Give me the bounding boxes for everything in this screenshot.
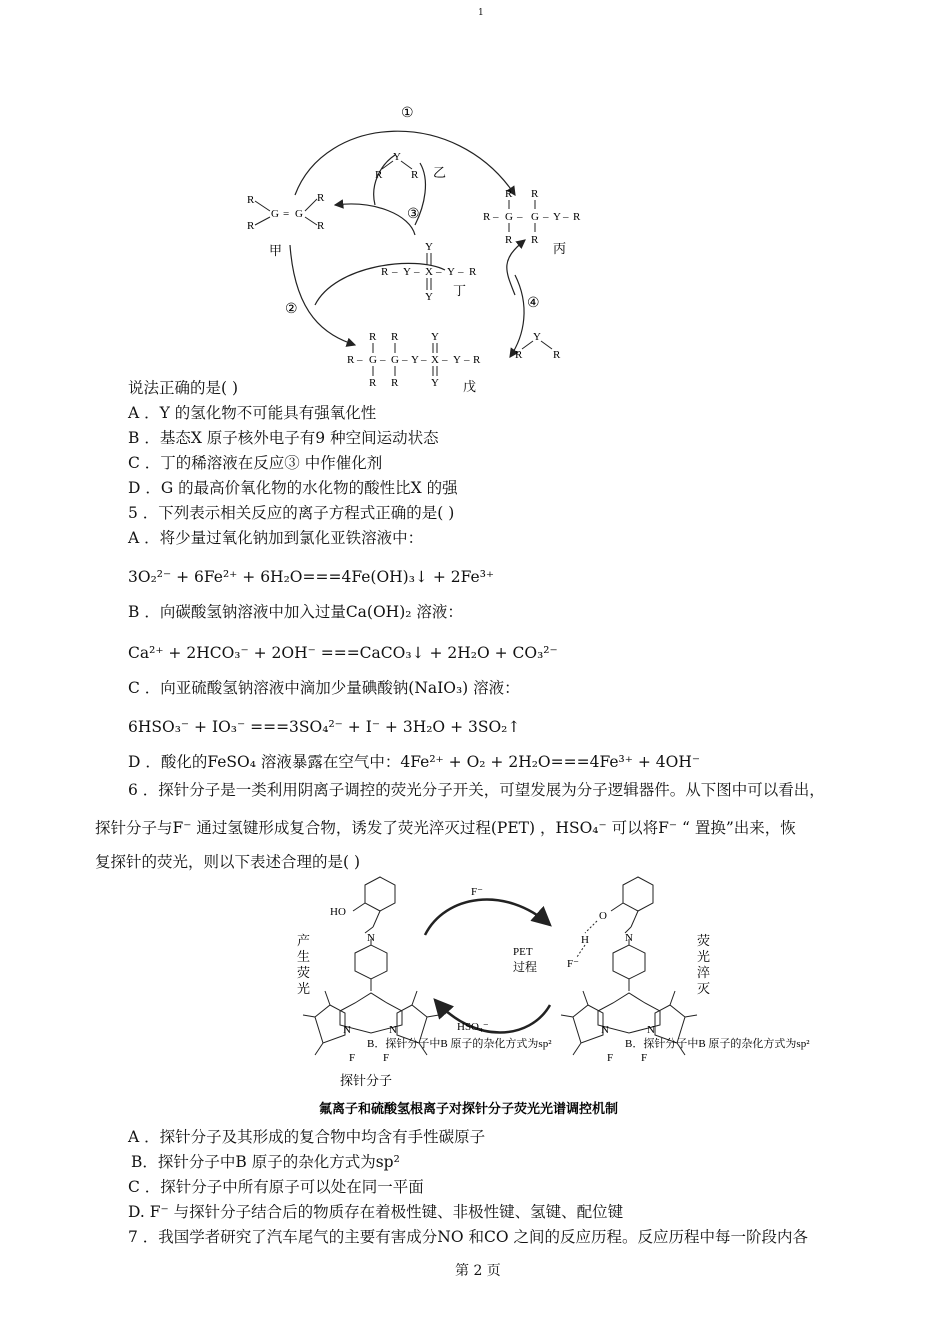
svg-text:–: – — [392, 266, 398, 278]
compound-jia — [247, 192, 325, 258]
compound-yi — [375, 151, 446, 181]
q5-option-b-equation: Ca²⁺ + 2HCO₃⁻ + 2OH⁻ ===CaCO₃↓ + 2H₂O + CO₃²⁻ — [128, 644, 558, 662]
q6-stem-line-2: 探针分子与F⁻ 通过氢键形成复合物，诱发了荧光淬灭过程(PET) ，HSO₄⁻ 可以将F⁻ “ 置换”出来，恢 — [95, 819, 796, 837]
svg-text:R: R — [317, 192, 325, 204]
q5-option-a-equation: 3O₂²⁻ + 6Fe²⁺ + 6H₂O===4Fe(OH)₃↓ + 2Fe³⁺ — [128, 568, 495, 586]
q7-stem-line-1: 7 ．我国学者研究了汽车尾气的主要有害成分NO 和CO 之间的反应历程。反应历程中每一阶段内各 — [128, 1228, 808, 1246]
arrow-top-label: F⁻ — [471, 886, 483, 898]
q4-option-d: D ．G 的最高价氧化物的水化物的酸性比X 的强 — [128, 479, 458, 497]
label-wu: 戊 — [463, 379, 477, 394]
svg-text:R: R — [505, 234, 513, 246]
b-label-left: B．探针分子中B 原子的杂化方式为sp² — [367, 1038, 552, 1050]
svg-text:G: G — [391, 354, 399, 366]
arrow-bottom-label: HSO₄⁻ — [457, 1021, 489, 1033]
svg-text:R: R — [531, 234, 539, 246]
b-label-right: B．探针分子中B 原子的杂化方式为sp² — [625, 1038, 810, 1050]
svg-text:G: G — [531, 211, 539, 223]
label-jia: 甲 — [269, 243, 283, 258]
step-1-label: ① — [401, 106, 414, 121]
n-label-left-ring1: N — [343, 1024, 351, 1036]
svg-text:Y: Y — [431, 377, 439, 389]
label-yi: 乙 — [433, 165, 447, 180]
svg-text:R: R — [505, 188, 513, 200]
figure-caption: 氟离子和硫酸氢根离子对探针分子荧光光谱调控机制 — [319, 1101, 619, 1116]
reaction-cycle-figure — [235, 95, 595, 400]
q6-option-d: D. F⁻ 与探针分子结合后的物质存在着极性键、非极性键、氢键、配位键 — [128, 1203, 624, 1221]
svg-text:Y: Y — [431, 331, 439, 343]
q5-option-c: C ．向亚硫酸氢钠溶液中滴加少量碘酸钠(NaIO₃) 溶液： — [128, 679, 520, 697]
q4-option-b: B ．基态X 原子核外电子有9 种空间运动状态 — [128, 429, 439, 447]
svg-text:–: – — [414, 266, 420, 278]
step-2-label: ② — [285, 302, 298, 317]
svg-text:Y: Y — [411, 354, 419, 366]
svg-text:–: – — [421, 354, 427, 366]
svg-text:R: R — [391, 331, 399, 343]
label-bing: 丙 — [553, 241, 567, 256]
compound-ding — [381, 241, 477, 303]
svg-text:R: R — [515, 349, 523, 361]
f-label-right-2: F — [641, 1052, 648, 1064]
f-minus-label-right: F⁻ — [567, 958, 579, 970]
n-label-left-ring2: N — [389, 1024, 397, 1036]
q6-stem-line-1: 6 ．探针分子是一类利用阴离子调控的荧光分子开关，可望发展为分子逻辑器件。从下图中可以看出， — [128, 781, 825, 799]
compound-bing — [483, 188, 581, 256]
svg-text:R: R — [483, 211, 491, 223]
svg-text:–: – — [436, 266, 442, 278]
svg-text:Y: Y — [453, 354, 461, 366]
probe-molecule-right — [561, 877, 697, 1055]
step-4-label: ④ — [527, 296, 540, 311]
svg-text:G: G — [271, 208, 279, 220]
svg-text:Y: Y — [553, 211, 561, 223]
probe-mechanism-figure — [285, 875, 810, 1120]
probe-label: 探针分子 — [340, 1073, 393, 1088]
left-side-label: 产生荧光 — [297, 933, 311, 996]
compound-wu — [347, 331, 481, 394]
svg-text:R: R — [473, 354, 481, 366]
svg-text:Y: Y — [533, 331, 541, 343]
q4-option-a: A ．Y 的氢化物不可能具有强氧化性 — [128, 404, 377, 422]
svg-text:–: – — [464, 354, 470, 366]
svg-text:R: R — [369, 331, 377, 343]
q6-stem-line-3: 复探针的荧光，则以下表述合理的是( ) — [95, 853, 361, 871]
svg-text:R: R — [247, 194, 255, 206]
svg-text:R: R — [375, 169, 383, 181]
svg-text:R: R — [391, 377, 399, 389]
label-ding: 丁 — [453, 283, 467, 298]
svg-text:R: R — [573, 211, 581, 223]
n-label-left: N — [367, 932, 375, 944]
o-label-right: O — [599, 910, 607, 922]
q4-option-c: C ．丁的稀溶液在反应③ 中作催化剂 — [128, 454, 383, 472]
q6-option-b: B．探针分子中B 原子的杂化方式为sp² — [131, 1153, 400, 1171]
svg-text:X: X — [425, 266, 433, 278]
probe-molecule-left — [303, 877, 439, 1055]
page-header-mark: 1 — [478, 8, 484, 18]
svg-text:–: – — [563, 211, 569, 223]
svg-text:Y: Y — [425, 291, 433, 303]
svg-text:X: X — [431, 354, 439, 366]
svg-text:G: G — [505, 211, 513, 223]
step-3-label: ③ — [407, 207, 420, 222]
q6-option-a: A ．探针分子及其形成的复合物中均含有手性碳原子 — [128, 1128, 486, 1146]
svg-text:–: – — [493, 211, 499, 223]
q6-option-c: C ．探针分子中所有原子可以处在同一平面 — [128, 1178, 424, 1196]
svg-text:Y: Y — [393, 151, 401, 163]
svg-text:–: – — [458, 266, 464, 278]
svg-text:R: R — [553, 349, 561, 361]
svg-text:R: R — [247, 220, 255, 232]
n-label-right-ring2: N — [647, 1024, 655, 1036]
ho-label: HO — [330, 906, 346, 918]
svg-text:–: – — [442, 354, 448, 366]
f-label-right-1: F — [607, 1052, 614, 1064]
arrow-mid-label-1: PET — [513, 946, 533, 958]
q5-option-b: B ．向碳酸氢钠溶液中加入过量Ca(OH)₂ 溶液： — [128, 603, 463, 621]
svg-text:–: – — [543, 211, 549, 223]
svg-text:–: – — [380, 354, 386, 366]
svg-text:G: G — [369, 354, 377, 366]
q5-option-c-equation: 6HSO₃⁻ + IO₃⁻ ===3SO₄²⁻ + I⁻ + 3H₂O + 3SO₂↑ — [128, 718, 521, 736]
svg-text:R: R — [411, 169, 419, 181]
svg-text:R: R — [369, 377, 377, 389]
svg-text:–: – — [357, 354, 363, 366]
q4-stem: 说法正确的是( ) — [128, 379, 239, 397]
compound-ryr — [515, 331, 561, 361]
h-label-right: H — [581, 934, 589, 946]
f-label-left-1: F — [349, 1052, 356, 1064]
svg-text:G: G — [295, 208, 303, 220]
n-label-right: N — [625, 932, 633, 944]
f-label-left-2: F — [383, 1052, 390, 1064]
svg-text:R: R — [381, 266, 389, 278]
svg-text:–: – — [517, 211, 523, 223]
svg-text:–: – — [402, 354, 408, 366]
svg-text:R: R — [347, 354, 355, 366]
svg-text:R: R — [317, 220, 325, 232]
right-side-label: 荧光淬灭 — [697, 933, 711, 996]
page-number: 第 2 页 — [455, 1263, 501, 1279]
n-label-right-ring1: N — [601, 1024, 609, 1036]
svg-text:=: = — [283, 208, 290, 220]
q5-option-a: A ．将少量过氧化钠加到氯化亚铁溶液中： — [128, 529, 424, 547]
svg-text:Y: Y — [403, 266, 411, 278]
svg-text:R: R — [469, 266, 477, 278]
svg-text:Y: Y — [425, 241, 433, 253]
svg-text:R: R — [531, 188, 539, 200]
arrow-mid-label-2: 过程 — [513, 960, 538, 974]
q5-stem: 5 ．下列表示相关反应的离子方程式正确的是( ) — [128, 504, 455, 522]
q5-option-d: D ．酸化的FeSO₄ 溶液暴露在空气中：4Fe²⁺ + O₂ + 2H₂O===4Fe³⁺ + 4OH⁻ — [128, 753, 701, 771]
svg-text:Y: Y — [447, 266, 455, 278]
